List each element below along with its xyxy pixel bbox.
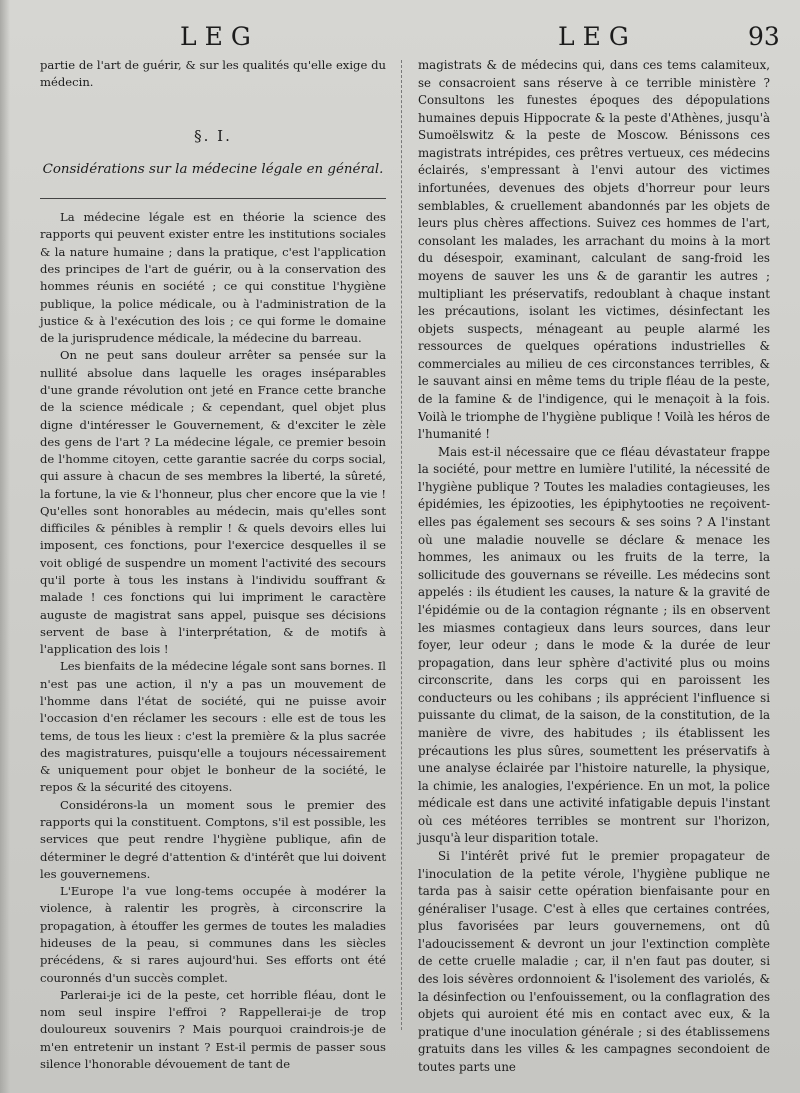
paragraph: La médecine légale est en théorie la science des rapports qui peuvent exister entre les institutions sociales & la nature humaine ; dans la pratique, c'est l'application des principes de l'art de guérir, ou à la conservation des hommes réunis en société ; ce qui constitue l'hygiène publique, la police médicale, ou à l'administration de la justice & à l'exécution des lois ; ce qui forme le domaine de la jurisprudence médicale, la médecine du barreau. bbox=[40, 210, 386, 346]
running-title-left: LEG bbox=[180, 22, 259, 51]
paragraph: Si l'intérêt privé fut le premier propagateur de l'inoculation de la petite vérole, l'hygiène publique ne tarda pas à saisir cette opération bienfaisante pour en généraliser l'usage. C'est à elles que certaines contrées, plus favorisées par leurs gouvernemens, ont dû l'adoucissement & devront un jour l'extinction complète de cette cruelle maladie ; car, il n'en faut pas douter, si des lois sévères ordonnoient & l'isolement des variolés, & la désinfection ou l'enfouissement, ou la conflagration des objets qui auroient été mis en contact avec eux, & la pratique d'une inoculation générale ; si des établissemens gratuits dans les villes & les campagnes secondoient de toutes parts une bbox=[418, 849, 770, 1074]
paragraph: On ne peut sans douleur arrêter sa pensée sur la nullité absolue dans laquelle les orages inséparables d'une grande révolution ont jeté en France cette branche de la science médicale ; & cependant, quel objet plus digne d'intéresser le Gouvernement, & d'exciter le zèle des gens de l'art ? La médecine légale, ce premier besoin de l'homme citoyen, cette garantie sacrée du corps social, qui assure à chacun de ses membres la liberté, la sûreté, la fortune, la vie & l'honneur, plus cher encore que la vie ! Qu'elles sont honorables au médecin, mais qu'elles sont difficiles & pénibles à remplir ! & quels devoirs elles lui imposent, ces fonctions, pour l'exercice desquelles il se voit obligé de suspendre un moment l'activité des secours qu'il porte à tous les instans à l'individu souffrant & malade ! ces fonctions qui lui impriment le caractère auguste de magistrat sans appel, puisque ses décisions servent de base à l'interprétation, & de motifs à l'application des lois ! bbox=[40, 348, 386, 657]
paragraph: Considérons-la un moment sous le premier des rapports qui la constituent. Comptons, s'il est possible, les services que peut rendre l'hygiène publique, afin de déterminer le degré d'attention & d'intérêt que lui doivent les gouvernemens. bbox=[40, 797, 386, 881]
paragraph: Les bienfaits de la médecine légale sont sans bornes. Il n'est pas une action, il n'y a pas un mouvement de l'homme dans l'état de société, qui ne puisse avoir l'occasion d'en réclamer les secours : elle est de tous les tems, de tous les lieux : c'est la première & la plus sacrée des magistratures, puisqu'elle a toujours nécessairement & uniquement pour objet le bonheur de la société, le repos & la sécurité des citoyens. bbox=[40, 659, 386, 795]
section-number: §. I. bbox=[194, 126, 232, 145]
paragraph: Mais est-il nécessaire que ce fléau dévastateur frappe la société, pour mettre en lumière l'utilité, la nécessité de l'hygiène publique ? Toutes les maladies contagieuses, les épidémies, les épizooties, les épiphytooties ne reçoivent-elles pas également ses secours & ses soins ? A l'instant où une maladie nouvelle se déclare & menace les hommes, les animaux ou les fruits de la terre, la sollicitude des gouvernans se réveille. Les médecins sont appelés : ils étudient les causes, la nature & la gravité de l'épidémie ou de la contagion régnante ; ils en observent les miasmes contagieux dans leurs sources, dans leur foyer, leur odeur ; dans le mode & la durée de leur propagation, dans leur sphère d'activité plus ou moins circonscrite, dans les corps qui en paroissent les conducteurs ou les cohibans ; ils apprécient l'influence si puissante du climat, de la saison, de la constitution, de la manière de vivre, des habitudes ; ils établissent les précautions les plus sûres, soumettent les préservatifs à une analyse éclairée par l'histoire naturelle, la physique, la chimie, les analogies, l'expérience. En un mot, la police médicale est dans une activité infatigable depuis l'instant où ces météores terribles se montrent sur l'horizon, jusqu'à leur disparition totale. bbox=[418, 444, 770, 846]
continued-paragraph: partie de l'art de guérir, & sur les qualités qu'elle exige du médecin. bbox=[40, 58, 386, 90]
paragraph: magistrats & de médecins qui, dans ces tems calamiteux, se consacroient sans réserve à ce terrible ministère ? Consultons les funestes époques des dépopulations humaines depuis Hippocrate & la peste d'Athènes, jusqu'à Sumoëlswitz & la peste de Moscow. Bénissons ces magistrats intrépides, ces prêtres vertueux, ces médecins éclairés, s'empressant à l'envi autour des victimes infortunées, devenues des objets d'horreur pour leurs semblables, & cruellement abandonnés par les objets de leurs plus chères affections. Suivez ces hommes de l'art, consolant les malades, les arrachant du moins à la mort du désespoir, examinant, calculant de sang-froid les moyens de sauver les uns & de garantir les autres ; multipliant les préservatifs, redoublant à chaque instant les précautions, isolant les victimes, désinfectant les objets suspects, ménageant au peuple alarmé les ressources de quelques opérations industrielles & commerciales au milieu de ces circonstances terribles, & le sauvant ainsi en même tems du triple fléau de la peste, de la famine & de l'indigence, qui le menaçoit à la fois. Voilà le triomphe de l'hygiène publique ! Voilà les héros de l'humanité ! bbox=[418, 58, 770, 442]
binding-shadow bbox=[0, 0, 10, 1093]
paragraph: Parlerai-je ici de la peste, cet horrible fléau, dont le nom seul inspire l'effroi ? Rappellerai-je de trop douloureux souvenirs ? Mais pourquoi craindrois-je de m'en entretenir un instant ? Est-il permis de passer sous silence l'honorable dévouement de tant de bbox=[40, 987, 386, 1071]
left-column bbox=[40, 57, 386, 1073]
column-divider bbox=[401, 60, 402, 1030]
right-column bbox=[418, 57, 770, 1077]
section-title: Considérations sur la médecine légale en général. bbox=[42, 161, 384, 177]
running-title-right: LEG bbox=[558, 22, 637, 51]
page-number: 93 bbox=[748, 22, 780, 51]
section-rule bbox=[40, 198, 386, 199]
paragraph: L'Europe l'a vue long-tems occupée à modérer la violence, à ralentir les progrès, à circonscrire la propagation, à étouffer les germes de toutes les maladies hideuses de la peau, si communes dans les siècles précédens, & si rares aujourd'hui. Ses efforts ont été couronnés d'un succès complet. bbox=[40, 884, 386, 985]
